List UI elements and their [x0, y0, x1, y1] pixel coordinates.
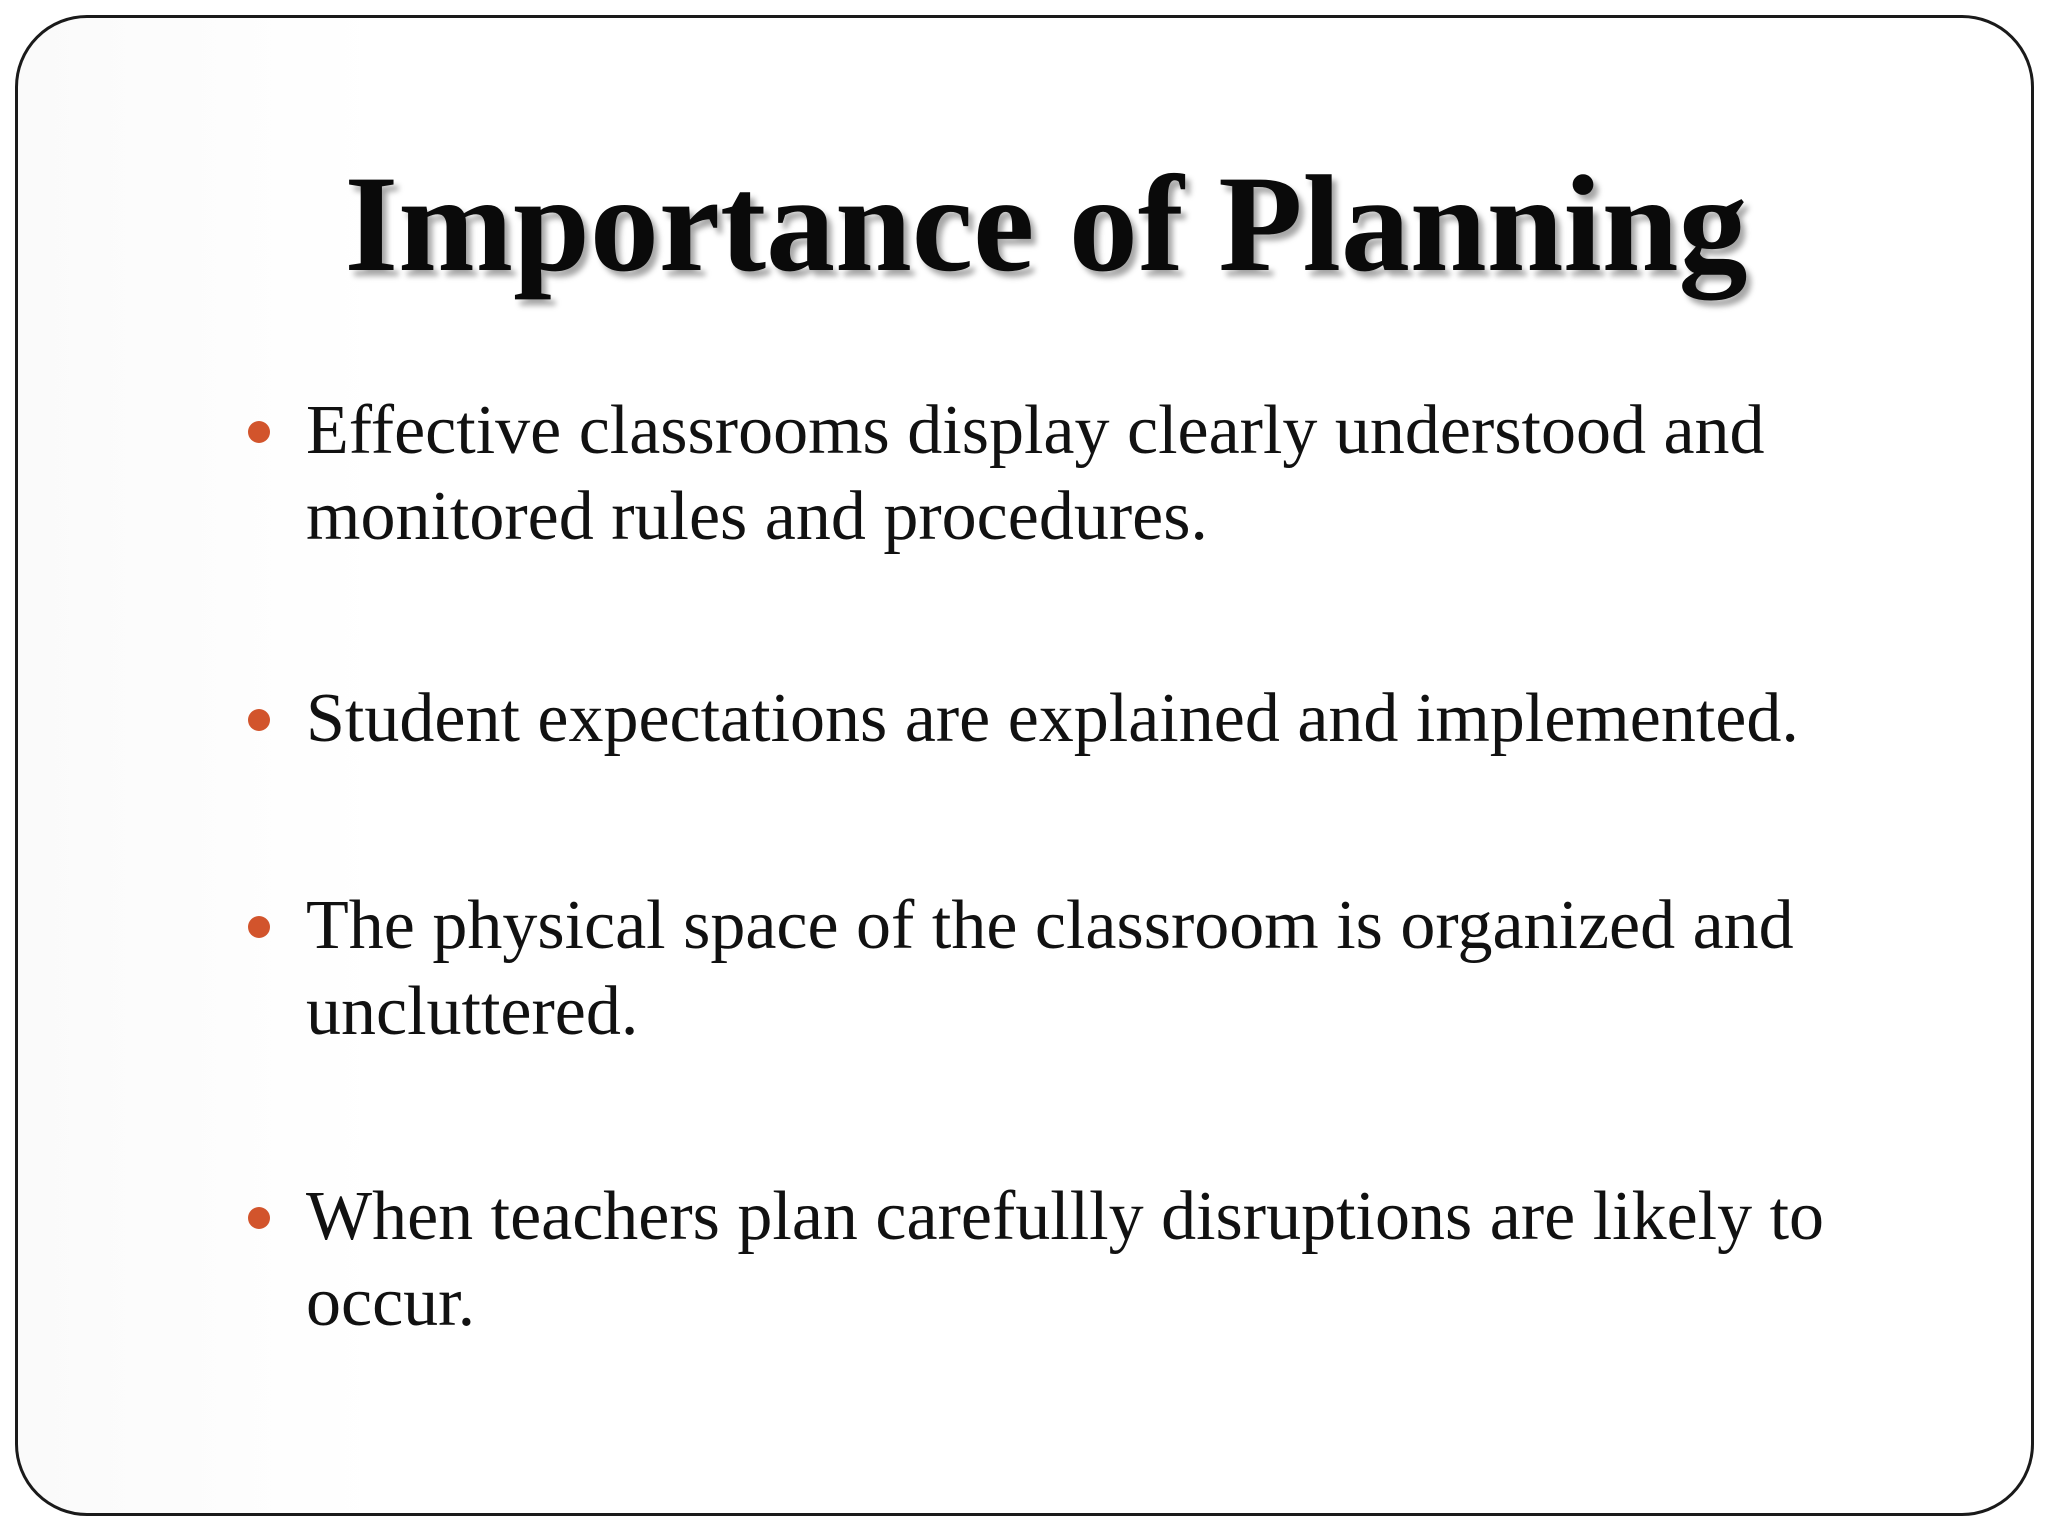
bullet-item-3: [248, 883, 1888, 1055]
bullet-text: Student expectations are explained and implemented.: [306, 680, 1799, 757]
bullet-item-4: [248, 1174, 1888, 1346]
slide-title: Importance of Planning: [344, 147, 1748, 300]
bullet-dot-icon: [248, 916, 270, 938]
bullet-text: Effective classrooms display clearly understood and monitored rules and procedures.: [306, 392, 1765, 555]
bullet-dot-icon: [248, 421, 270, 443]
bullet-item-2: [248, 676, 1888, 762]
bullet-text: The physical space of the classroom is organized and uncluttered.: [306, 887, 1794, 1050]
slide-frame: [15, 15, 2034, 1516]
bullet-item-1: [248, 388, 1888, 560]
bullet-dot-icon: [248, 1207, 270, 1229]
bullet-text: When teachers plan carefullly disruptions are likely to occur.: [306, 1178, 1825, 1341]
bullet-dot-icon: [248, 709, 270, 731]
